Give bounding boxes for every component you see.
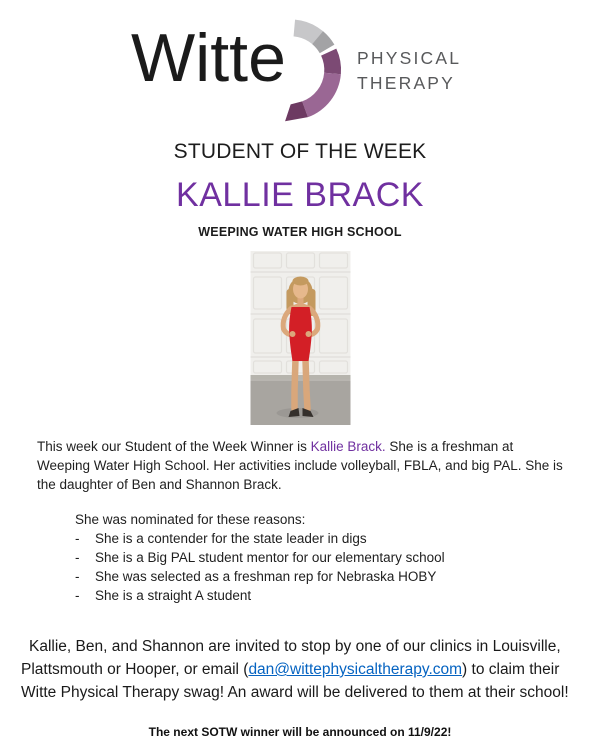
nominations-intro: She was nominated for these reasons: [75, 512, 306, 527]
list-item-text: She is a straight A student [95, 588, 252, 603]
student-photo [250, 251, 351, 425]
logo-brand-text: Witte [131, 20, 286, 96]
logo-tagline-line2: THERAPY [357, 73, 456, 93]
intro-suffix: She is a freshman at Weeping Water High School. Her activities include volleyball, FBLA, and big PAL. She is the daughter of Ben and Shannon Brack. [37, 439, 563, 492]
footer-note: The next SOTW winner will be announced on 11/9/22! [148, 725, 452, 739]
logo [0, 6, 600, 128]
bullet-dash: - [75, 531, 80, 546]
list-item [75, 586, 560, 605]
student-name-heading: KALLIE BRACK [176, 176, 424, 214]
intro-prefix: This week our Student of the Week Winner is [37, 439, 311, 454]
logo-swoosh-icon [283, 12, 345, 124]
closing-after-email: ) to claim their Witte Physical Therapy swag! An award will be delivered to them at their school! [21, 661, 569, 701]
flyer-page [0, 6, 600, 749]
nominations-section [75, 510, 560, 605]
list-item [75, 529, 560, 548]
list-item [75, 548, 560, 567]
intro-paragraph [37, 437, 564, 494]
concrete-ground [250, 379, 350, 425]
logo-tagline-line1: PHYSICAL [357, 48, 462, 68]
bullet-dash: - [75, 588, 80, 603]
closing-paragraph [21, 635, 588, 704]
list-item-text: She was selected as a freshman rep for Nebraska HOBY [95, 569, 437, 584]
bullet-dash: - [75, 550, 80, 565]
bullet-dash: - [75, 569, 80, 584]
nominations-list [75, 529, 560, 605]
intro-highlight: Kallie Brack. [310, 439, 386, 454]
list-item [75, 567, 560, 586]
list-item-text: She is a Big PAL student mentor for our elementary school [95, 550, 445, 565]
logo-tagline [357, 46, 461, 96]
list-item-text: She is a contender for the state leader in digs [95, 531, 367, 546]
school-name: WEEPING WATER HIGH SCHOOL [198, 225, 402, 239]
heading-subtitle: STUDENT OF THE WEEK [173, 140, 427, 163]
closing-before-email: Kallie, Ben, and Shannon are invited to stop by one of our clinics in Louisville, Plattsmouth or Hooper, or email ( [21, 638, 561, 678]
email-link[interactable]: dan@wittephysicaltherapy.com [248, 661, 463, 678]
